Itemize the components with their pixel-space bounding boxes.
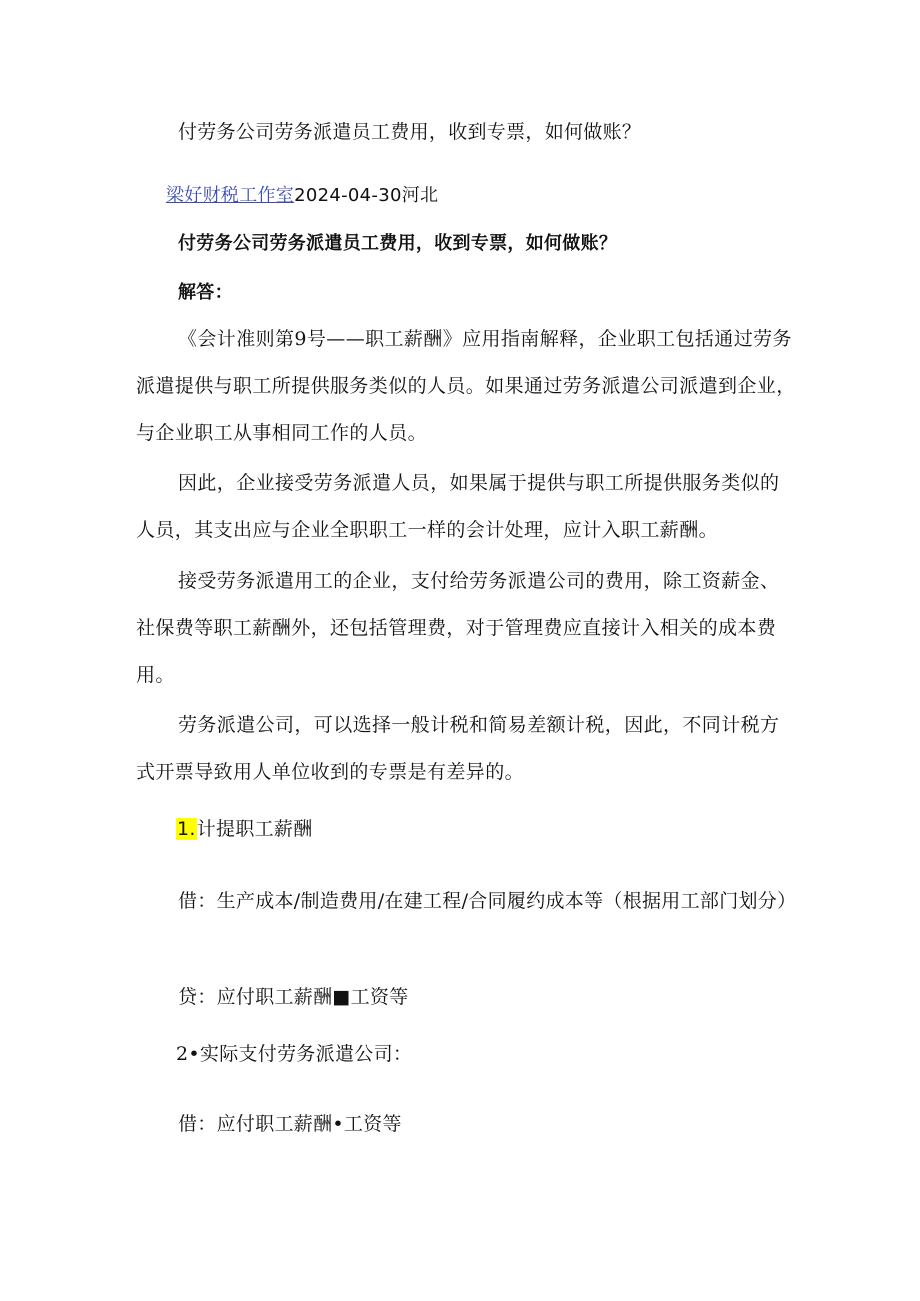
paragraph-text: 《会计准则第9号——职工薪酬》应用指南解释，企业职工包括通过劳务派遣提供与职工所提供服务类似的人员。如果通过劳务派遣公司派遣到企业，与企业职工从事相同工作的人员。	[136, 328, 796, 444]
article-meta	[166, 184, 438, 208]
entry-text: 借：生产成本/制造费用/在建工程/合同履约成本等（根据用工部门划分）	[178, 890, 797, 912]
step-1-credit-entry: 贷：应付职工薪酬■工资等	[178, 986, 409, 1008]
date-location: 2024-04-30河北	[294, 185, 439, 206]
answer-label: 解答：	[178, 282, 233, 303]
author-link[interactable]: 梁好财税工作室	[166, 185, 295, 206]
step-1-heading	[176, 817, 313, 841]
step-1-number: 1.	[177, 818, 196, 840]
paragraph-2	[136, 460, 798, 554]
article-heading: 付劳务公司劳务派遣员工费用，收到专票，如何做账？	[178, 233, 618, 254]
step-1-debit-entry	[136, 878, 798, 925]
paragraph-3	[136, 558, 798, 699]
paragraph-text: 劳务派遣公司，可以选择一般计税和简易差额计税，因此，不同计税方式开票导致用人单位收到的专票是有差异的。	[136, 714, 780, 783]
paragraph-text: 因此，企业接受劳务派遣人员，如果属于提供与职工所提供服务类似的人员，其支出应与企业全职职工一样的会计处理，应计入职工薪酬。	[136, 472, 780, 541]
document-title: 付劳务公司劳务派遣员工费用，收到专票，如何做账？	[178, 121, 642, 143]
step-1-text: 计提职工薪酬	[196, 818, 313, 840]
paragraph-1	[136, 316, 798, 457]
paragraph-text: 接受劳务派遣用工的企业，支付给劳务派遣公司的费用，除工资薪金、社保费等职工薪酬外，还包括管理费，对于管理费应直接计入相关的成本费用。	[136, 570, 780, 686]
step-2-heading: 2•实际支付劳务派遣公司：	[176, 1043, 413, 1065]
paragraph-4	[136, 702, 798, 796]
step-2-debit-entry: 借：应付职工薪酬•工资等	[178, 1113, 402, 1135]
